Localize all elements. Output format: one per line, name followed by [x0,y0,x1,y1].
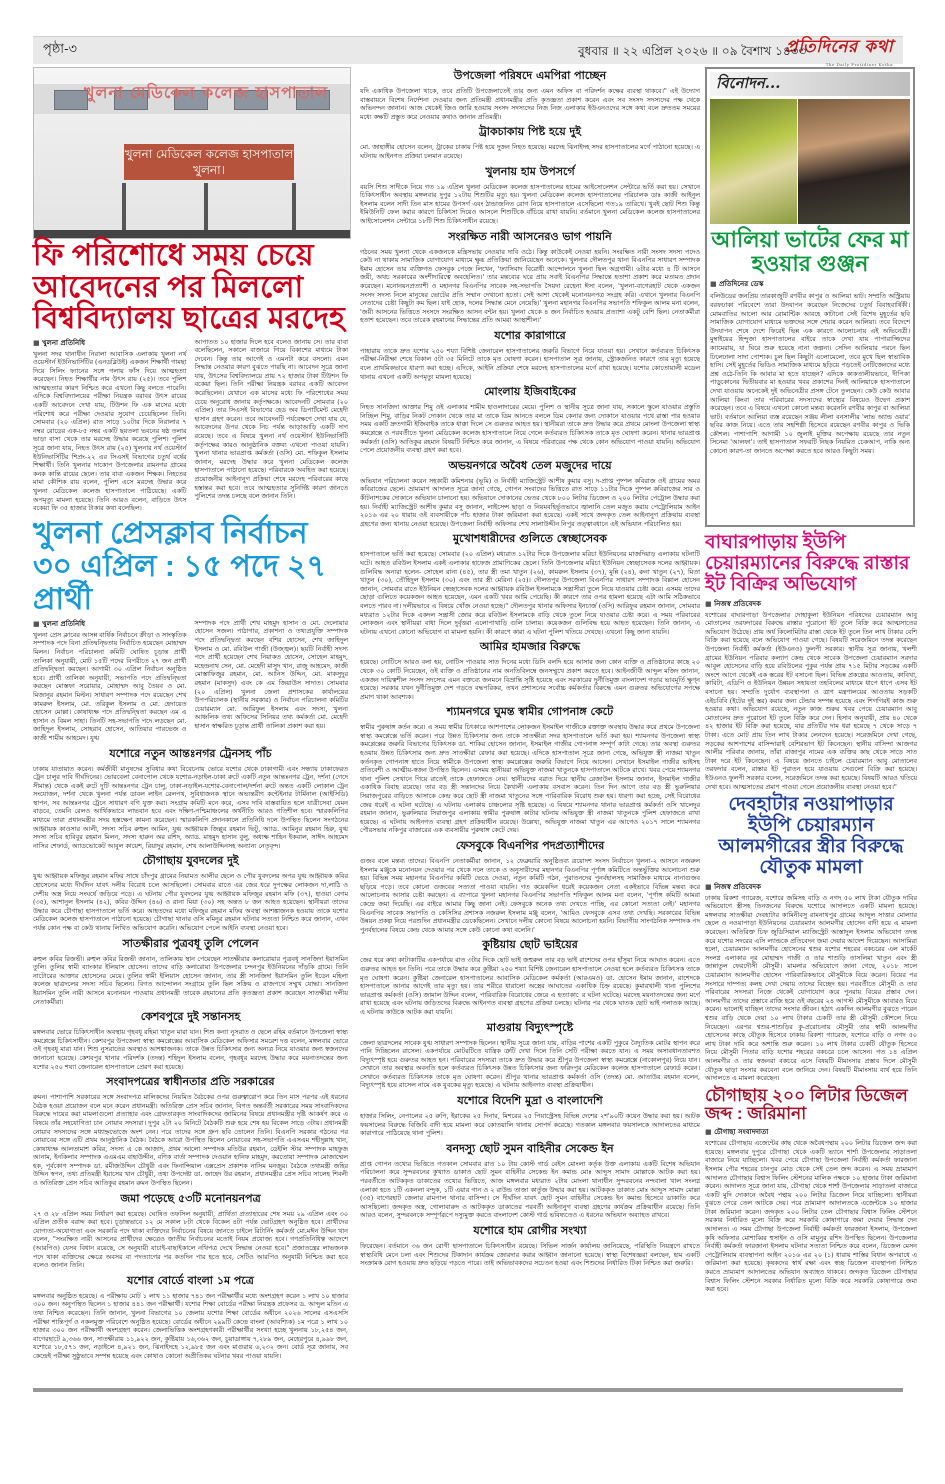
entertainment-box [705,67,915,527]
news-brief [360,936,700,1016]
news-brief [360,703,700,835]
brief-body: মো. জাহাঙ্গীর হোসেন বলেন, ট্রাকের চাকায় পিষ্ট হয়ে দুজন নিহত হয়েছে। মরদেহ ঝিনাইদহ সদর হাসপাতালের মর্গে পাঠানো হয়েছে। এ ঘটনায় আইনগত প্রক্রিয়া চলমান রয়েছে। [360,143,700,160]
masthead-logo: প্রতিদিনের কথা The Daily Protidiner Kotha [784,37,893,67]
lead-article [33,335,348,513]
brief-body: যুগ্ম আহ্বায়ক মফিজুর রহমান মফির সাথে চাঁদপুর গ্রামের নিয়ামত আলীর ছেলে ও পৌর যুবদলের অপর যুগ্ম আহ্বায়ক কবির হোসেনের মধ্যে দীর্ঘদিন যাবৎ দলীয় বিরোধ চলে আসছিলো। সোমবার রাতে এর জের ধরে দুপক্ষের লোকজন দা,লাঠি ও দেশীয় অস্ত্র নিয়ে সংঘর্ষে জড়িয়ে পড়ে। এ ঘটনায় পৌর যুবদলের যুগ্ম আহ্বায়ক মফিজুর রহমান মফি (৩৭), হাওয়া বেগম (৩৫), আশানুল ইসলাম (৪২), কবির উদ্দিন (৪৬) ও রানা মিয়া (৩০) সহ অন্তত ৮ জন আহত হয়েছেন। স্থানীয়রা তাদের উদ্ধার করে চৌগাছা হাসপাতালে ভর্তি করে। আহতদের মধ্যে মফিজুর রহমান মফির অবস্থা আশঙ্কাজনক হওয়ায় তাকে যশোর মেডিকেল কলেজ হাসপাতালে পাঠানো হয়েছে। চৌগাছা থানার ওসি মমিনুর রহমান ঘটনার সত্যতা নিশ্চিত করে জানান, এখন পর্যন্ত কোন পক্ষ বা কেউ থানায় লিখিত অভিযোগ করেনি। অভিযোগ পেলে আইনি ব্যবস্থা নেওয়া হবে। [33,872,348,932]
pressclub-body-right: সম্পাদক পদে প্রার্থী শেখ মাহমুদ হাসান ও মো. দেলোয়ার হোসেন সজল। পাঠাগার, প্রকাশনা ও তথ্যপ্রযুক্তি সম্পাদক পদে প্রতিদ্বন্দ্বিতা করছেন বশির হোসেন, শেখ জাহিদুল ইসলাম ও মো. রবিউল গাজী (উজ্জ্বল)। ছয়টি নির্বাহী সদস্য পদে প্রার্থী হয়েছেন শেখ নিয়াকত হোসেন, সোহেল মাহমুদ, মহেন্দ্রনাথ সেন, মো. মেহেদী মাসুদ খান, রাজু আহমেদ, কাজী মোস্তাফিজুর রহমান, মো. আনিস উদ্দিন, মো. মাকসুদুর রহমান (মাকসুদ) এবং কে এম জিয়াউস সাদাত। সোমবার (২০ এপ্রিল) খুলনা জেলা প্রশাসকের কার্যালয়ের উপপরিচালক (স্থানীয় সরকার) ও নির্বাচন পরিচালনা কমিটির চেয়ারম্যান মো. আরিফুল ইসলাম এবং সদস্য, খুলনা আঞ্চলিক তথ্য অফিসের সিনিয়র তথ্য কর্মকর্তা মো. মেহেদী হাসান স্বাক্ষরিত চূড়ান্ত প্রার্থী তালিকা প্রকাশ করা হয়। [194,618,348,730]
pressclub-body-left: খুলনা প্রেস ক্লাবের আসন্ন বার্ষিক নির্বাচনে ক্রীড়া ও সাংস্কৃতিক সম্পাদক পদে বিনা প্রতিদ্বন্দ্বিতায় নির্বাচিত হয়েছেন মোহাম্মদ মিলন। নির্বাচন পরিচালনা কমিটি ঘোষিত চূড়ান্ত প্রার্থী তালিকা অনুযায়ী, মোট ১৫টি পদের বিপরীতে ২৭ জন প্রার্থী প্রতিদ্বন্দ্বিতা করছেন। আগামী ৩০ এপ্রিল নির্বাচন অনুষ্ঠিত হবে। প্রার্থী তালিকা অনুযায়ী, সভাপতি পদে প্রতিদ্বন্দ্বিতা করছেন মোস্তফা সরোয়ার, মোহাম্মদ আবু তৈয়ব ও মো. মিজানুর রহমান মিল্টন। সাধারণ সম্পাদক পদে রয়েছেন শেখ কামরুল ইসলাম, মো. তরিকুল ইসলাম ও মো. হেদায়েত হোসেন মোল্লা। কোষাধ্যক্ষ পদে প্রতিদ্বন্দ্বিতা করছেন এম এ হাসান ও বিমল সাহা। তিনটি সহ-সভাপতি পদে লড়ছেন মো. জাহিদুল ইসলাম, সোহরাব হোসেন, আতিয়ার পারভেজ ও কাজী শামীম আহমেদ। যুগ্ম [33,630,187,742]
brief-headline: সংরক্ষিত নারী আসনেরও ভাগ পায়নি [448,229,612,243]
news-brief [360,67,700,121]
lead-body-right: আপাতত ১০ হাজার দিলে হবে বলেও জানায় সে। তার বাবা বলেছিলেন, সকালে বাজারে গিয়ে বিকাশের মাধ্যমে টাকা দেবেন। কিন্তু তার আগেই ও এমনটা করে বসলো। এমন সিদ্ধান্ত নেওয়ার কারণ বুঝতে পারছি না। আবেদন সূত্রে জানা যায়, উৎসের বিশ্ববিদ্যালয়ে প্রায় ৭২ হাজার টাকা টিউশন ফি বকেয়া ছিল। তিনি পরীক্ষা নিয়ন্ত্রক বরাবর একটি আবেদন করেছিলেন। যেখানে এক মাসের মধ্যে ফি পরিশোধের সময় চেয়ে অনুরোধ জানায় কর্তৃপক্ষকে। আবেদনটি সোমবার (২০ এপ্রিল) তার সিএসই বিভাগের হেড অব ডিপার্টমেন্ট মেহেদী হাসান গ্রহণ করেন। তবে আবেদনটি পর্যবেক্ষণে দেখা যায় যে, আবেদনের উপর থেকে নিচ পর্যন্ত আড়াআড়ি একটি দাগ রয়েছে। তবে এ বিষয়ে খুলনা নর্থ ওয়েস্টার্ন ইউনিভার্সিটি কর্তৃপক্ষের কারও আনুষ্ঠানিক বক্তব্য এখনো পাওয়া যায়নি। খুলনা থানার ভারপ্রাপ্ত কর্মকর্তা (ওসি) মো. শফিকুল ইসলাম জানান, মরদেহ উদ্ধার করে খুলনা মেডিকেল কলেজ হাসপাতালে পাঠানো হয়েছে। পরিবারকে অবহিত করা হয়েছে। প্রয়োজনীয় আইনানুগ প্রক্রিয়া শেষে মরদেহ পরিবারের কাছে হস্তান্তর করা হবে। তবে আত্মহত্যার সুনির্দিষ্ট কারণ জানতে পুলিশের তদন্ত চলছে বলে জানান তিনি। [194,337,348,501]
news-brief [360,530,700,636]
news-brief [360,1019,700,1091]
chougachha-headline: চৌগাছায় ২০০ লিটার ডিজেল জব্দ : জরিমানা [705,1085,908,1124]
brief-headline: শ্যামনগরে ঘুমন্ত স্বামীর গোপনাঙ্গ কেটে [446,705,614,719]
news-brief [360,837,700,934]
news-brief [360,327,700,381]
lead-headline: ফি পরিশোধে সময় চেয়ে আবেদনের পর মিললো বিশ্ববিদ্যালয় ছাত্রের মরদেহ [33,239,345,335]
brief-headline: আমির হামজার বিরুদ্ধে [479,640,581,654]
brief-body: নিহত সানজিদা আক্তার শিমু ওই এলাকার শামীম হাওলাদারের মেয়ে। পুলিশ ও স্থানীয় সূত্রে জানা যায়, সকালে স্কুলে যাওয়ার প্রস্তুতি নিচ্ছিল শিমু, বাড়ির নিকট দোকান থেকে তার মা তাকে ডিম আনতে বললে ডিম কেনার জন্য দোকানে যাওয়ার পথে রাস্তা পার হওয়ার সময় একটি দ্রুতগামী ইজিবাইক তাকে ধাক্কা দিলে সে গুরুতর আহত হয়। স্থানীয়রা তাকে দ্রুত উদ্ধার করে প্রথমে মোংলা উপজেলা স্বাস্থ্য কমপ্লেক্সে ও পরবর্তীতে খুলনা মেডিকেল কলেজ হাসপাতালে নিয়ে গেলে কর্তব্যরত চিকিৎসক তাকে মৃত ঘোষণা করেন। থানার ভারপ্রাপ্ত কর্মকর্তা (ওসি) আতিকুর রহমান বিষয়টি নিশ্চিত করে জানান, এ বিষয়ে পরিবারের পক্ষ থেকে কোন অভিযোগ পাওয়া যায়নি। অভিযোগ পেলে প্রয়োজনীয় ব্যবস্থা গ্রহণ করা হবে। [360,403,700,455]
brief-headline: বনদস্যু ছোট সুমন বাহিনীর সেকেন্ড ইন [446,1141,614,1155]
brief-body: গুজব বলে মন্তব্য তাদের। বিএনপি নেতাকর্মীরা জানান, ১২ ফেব্রুয়ারি অনুষ্ঠিতব্য ত্রয়োদশ সংসদ নির্বাচনে খুলনা-২ আসনে নজরুল ইসলাম মঞ্জুকে মনোনয়ন দেওয়ার পর থেকে দলে তাকে ও অনুসারীদের মহানগর বিএনপির পূর্ণাঙ্গ কমিটিতে অন্তর্ভুক্তির আলোচনা শুরু হয়। বিভিন্ন সময় মহানগর বিএনপির কমিটি ভেঙে দেওয়া, নতুন কমিটি গঠন, পুরাতনদের পুনর্বহালসহ সামাজিক মাধ্যমে নানাগুজব ছড়িয়ে পড়ে। তবে কোনো গুজবের সত্যতা পাওয়া যায়নি। গত কয়েকদিন ধরেই কয়েকজন নেতা একইভাবে বিভিন্ন মন্তব্য করে আলোচনায় আসার চেষ্টা করছেন। এ ব্যাপারে খুলনা মহানগর বিএনপির সভাপতি শফিকুল আলম মনা বলেন, 'পূর্ণাঙ্গ কমিটি আমরা কেন্দ্রে জমা দিয়েছি। এর বাইরে আমার কিছু জানা নেই। ফেসবুকে অনেক তথ্য দেখতে পাচ্ছি, এর কোনো সত্যতা নেই।' মহানগর বিএনপির সাবেক সভাপতি ও কেসিসির প্রশাসক নজরুল ইসলাম মঞ্জু বলেন, 'আমিও ফেসবুকে এসব তথ্য দেখছি। সরকারের বিভিন্ন উন্নয়ন প্রকল্প নিয়ে পরশুদিন প্রধানমন্ত্রীর ডেকেছিলেন। সেখানে দলীয় কোনো বিষয়ে আলোচনা হয়নি। বিভাগীয় সাংগঠনিক সম্পাদক পদ পুনর্বহালের বিষয়ে কেন্দ্র থেকে আমার সঙ্গে কেউ কোনো কথা বলেনি।' [360,857,700,934]
entertainment-headline: আলিয়া ভাটের ফের মা হওয়ার গুঞ্জন [711,227,909,277]
brief-headline: জমা পড়েছে ৫৩টি মনোনয়নপত্র [120,1191,261,1205]
chougachha-byline: ■ চৌগাছা সংবাদদাতা [705,1126,917,1138]
brief-body: যদি একাধিক উপজেলা থাকে, তবে প্রতিটি উপজেলাতেই তার জন্য এমন অফিস বা পরিদর্শন কক্ষের ব্যবস্থা থাকবে।" এই উদ্যোগ বাস্তবায়নে বিশেষ নির্দেশনা দেওয়ার জন্য প্রতিমন্ত্রী প্রধানমন্ত্রীর প্রতি কৃতজ্ঞতা প্রকাশ করেন এবং সব সংসদ সদস্যদের পক্ষ থেকে অভিনন্দন জানান। আজ থেকেই জিও জারি হওয়ায় সংসদ সদস্যদের নিজ নিজ এলাকার ইউএনওদের সঙ্গে কথা বলে দ্রুততম সময়ের মধ্যে কক্ষটি প্রস্তুত করে নেওয়ার কথাও জানান প্রতিমন্ত্রী। [360,87,700,121]
brief-body: প্রাপ্ত গোপন তথ্যের ভিত্তিতে গতকাল সোমবার রাত ১০ টায় কোস্ট গার্ড বেইস মোংলা কর্তৃক উক্ত এলাকায় একটি বিশেষ অভিযান পরিচালনা করে সুন্দরবনের কুখ্যাত ডাকাত ছোট সুমন বাহিনীর সেকেন্ড ইন কমান্ড মোঃ আব্দুস সামাদ মোল্লাকে আটক করা হয়। পরবর্তীতে আটককৃত ডাকাতের তথ্যের ভিত্তিতে, আজ মঙ্গলবার মধ্যরাত ২টায় মোংলা থানাধীন সুন্দরবনের নন্দবালা খাল সংলগ্ন এলাকা হতে ১টি একনলা বন্দুক, ১টি এয়ার গান ও ২ রাউন্ড তাজা কার্তুজ উদ্ধার করা হয়। আটককৃত ডাকাত মোঃ আব্দুস সামাদ মোল্লা (৩৫) বাগেরহাট জেলার রামপাল থানার বাসিন্দা। সে দীর্ঘদিন যাবৎ ছোট সুমন বাহিনীর সেকেন্ড ইন কমান্ড হিসেবে ডাকাতি করে আসছিলো। জব্দকৃত অস্ত্র, গোলাবারুদ ও আটককৃত ডাকাতের পরবর্তী আইনানুগ ব্যবস্থা গ্রহণের কার্যক্রম প্রক্রিয়াধীন রয়েছে। তিনি আরও বলেন, সুন্দরবনকে সম্পূর্ণরূপে দস্যুমুক্ত করতে বাংলাদেশ কোস্ট গার্ড ভবিষ্যতেও এ ধরনের অভিযান অব্যাহত রাখবে। [360,1159,700,1220]
brief-body: রুমন। পাশাপাশি সরকারের সঙ্গে সংবাদপত্র মালিকদের নিয়মিত বৈঠকের ওপর গুরুত্বারোপ করে তিন মাস পরপর এই ধরনের বৈঠক হওয়া প্রয়োজন বলে মনে করেন প্রধানমন্ত্রী। অতিরিক্ত প্রেস সচিব জানান, বিগত অন্তর্বর্তী সরকারের সময় সাংবাদিকদের বিরুদ্ধে দায়ের করা মামলাগুলো প্রত্যাহার এবং গ্রেফতারকৃত সাংবাদিকদের জামিনের বিষয়ে প্রধানমন্ত্রীর দৃষ্টি আকর্ষণ করে এ বিষয়ে তাঁর সহযোগিতা চান নোয়াব সদস্যরা। দুপুর ২টা ২০ মিনিটে বৈঠকটি শুরু হয়ে শেষ হয় বিকেল সাড়ে ৩টায়। প্রধানমন্ত্রী নোয়াব সদস্যদের সঙ্গে মধ্যাহ্নভোজে অংশ নেন। পরে তাদের সঙ্গে গ্রুপ ছবি তোলেন তিনি। বিএনপি সরকার গঠনের পর নোয়াবের সঙ্গে এটি প্রথম আনুষ্ঠানিক বৈঠক। বৈঠকে আরো উপস্থিত ছিলেন নোয়াবের সহ-সভাপতি এএসএম শহীদুল্লাহ খান, কোষাধ্যক্ষ আলতামাশ কবির, সদস্য এ কে আজাদ, প্রথম আলো সম্পাদক মতিউর রহমান, ডেইলি স্টার সম্পাদক মাহফুজ আনাম, ইনকিলাব সম্পাদক এএমএম বাহাউদ্দীন, বণিক বার্তা সম্পাদক দেওয়ান হানিফ মাহমুদ, করতোয়া সম্পাদক মোজাম্মেল হক, পূর্বকোণ সম্পাদক ডা. রমীজউদ্দিন চৌধুরী এবং ফিনান্সিয়াল এক্সপ্রেস প্রকাশক নাসিম মনজুর। বৈঠকে তথ্যমন্ত্রী জহির উদ্দিন স্বপন, তথ্য প্রতিমন্ত্রী ইয়াসের খান চৌধুরী, তথ্য উপদেষ্টা ডা. জাহেদ উর রহমান, প্রধানমন্ত্রীর প্রেস সচিব সালেহ শিবলী ও অতিরিক্ত প্রেস সচিব আতিকুর রহমান রুমন উপস্থিত ছিলেন। [33,1093,348,1188]
brief-headline: যশোর বোর্ডে বাংলা ১ম পত্রে [127,1273,254,1287]
bagharpara-body: যশোরের বাঘারপাড়া উপজেলার দোহাকুলা ইউনিয়ন পরিষদের চেয়ারম্যান আবু মোতালেব তরফদারের বিরুদ্ধে রাস্তার পুরোনো ইট তুলে বিক্রি করে আত্মসাতের অভিযোগ উঠেছে। প্রায় অর্ধ কিলোমিটার রাস্তা থেকে ইট তুলে তিন লাখ টাকার বেশি বিক্রি করা হয়েছে বলে অভিযোগ পাওয়া গেছে। বিষয়টি সরেজমিনে তদন্ত করেছেন উপজেলা নির্বাহী কর্মকর্তা (ইউএনও) ফুলপী সরকার। স্থানীয় সূত্র জানায়, খলশী গ্রামের ইউনিয়ন পরিবার কল্যাণ কেন্দ্র থেকে সাবেক উপজেলা চেয়ারম্যান সরদার আবুল হোসেনের বাড়ি হয়ে রবিউলের পুকুর পর্যন্ত প্রায় ৭১৫ মিটার সড়কের একটি অংশে আগে থেকেই এক স্তরের ইট বসানো ছিল। বিভিন্ন প্রকল্পের আওতায়, কাবিখা, কাবিটা, এডিপি ও ইউনিয়ন উন্নয়ন সহায়তা তহবিলের মাধ্যমে ধাপে ধাপে এসব ইট বসানো হয়। সম্প্রতি দুর্যোগ ব্যবস্থাপনা ও ত্রাণ মন্ত্রণালয়ের আওতায় সড়কটি এইচবিবি (ইটের দুই স্তর) করার জন্য টেন্ডার সম্পন্ন হয়েছে এবং শিগগিরই কাজ শুরু হওয়ার কথা। অভিযোগ রয়েছে, নতুন কাজ শুরুর খবর পেয়ে চেয়ারম্যান আবু মোতালেব দ্রুত পুরোনো ইট তুলে বিক্রি করে দেন। হিসাব অনুযায়ী, প্রায় ৪০ থেকে ৪২ হাজার ইট বিক্রি করা হয়েছে, যার প্রতিটির দাম ধরা হয়েছে ৭ থেকে সাড়ে ৭ টাকা। এতে মোট প্রায় তিন লাখ টাকার লেনদেন হয়েছে। সরেজমিনে দেখা গেছে, সড়কের আশপাশের বাসিন্দারাই বেশিরভাগ ইট কিনেছেন। স্থানীয় বাসিন্দা আজগর আলীর পরিবার জানায়, তাঁরা রাজাপুর নামের এক ব্যক্তির কাছ থেকে সাড়ে সাত টাকা দরে ইট কিনেছেন। এ বিষয়ে জানতে চাইলে চেয়ারম্যান আবু মোতালেব তরফদার বলেন, রাস্তার ইট পুরাতন হয়ে যাওয়ায় সেগুলো বিক্রি করা হয়েছে। ইউএনও ফুলপী সরকার বলেন, সরেজমিনে তদন্ত করা হয়েছে। বিষয়টি আরও খতিয়ে দেখা হবে। আত্মসাতের প্রমাণ পাওয়া গেলে প্রয়োজনীয় ব্যবস্থা নেওয়া হবে।" [705,610,917,791]
brief-headline: মোংলায় ইজিবাইকের [483,385,577,399]
news-brief [33,852,348,932]
chougachha-body: যশোরের চৌগাছায় এজেন্টের কাছ থেকে অবৈধপন্থায় ২০০ লিটার ডিজেল জব্দ করা হয়েছে। মঙ্গলবার দুপুরে চৌগাছা থেকে একটি ভ্যানে শার্শা উপজেলার সাড়াতলা বাজারে নিয়ে যাচ্ছিলো। খবর পেয়ে চৌগাছা উপজেলা নির্বাহী কর্মকর্তা ফারজানা ইসলাম পৌর শহরের চানপুর মোড় থেকে সেই তেল জব্দ করেন। এ সময় ভ্রাম্যমাণ আদালত চৌগাছার বিশ্বাস ফিলিং স্টেশনের মালিক পক্ষকে ১০ হাজার টাকা জরিমানা করেন। আদালত সূত্রে জানা যায়, চৌগাছা থেকে শার্শা উপজেলার সাড়াতলা বাজারে একটি মুদি দোকানে অবৈধ পন্থায় ২০০ লিটার ডিজেল নিয়ে যাচ্ছিলো। স্থানীয়রা বুঝতে পেরে তেল আটকে দেয়। পরে ভ্রাম্যমাণ আদালতকে এজেন্টকে ১০ হাজার টাকা জরিমানা করেন। জব্দকৃত ২০০ লিটার তেল চৌগাছার বিশ্বাস ফিলিং স্টেশনে সরকার নির্ধারিত মূল্যে বিক্রি করে সরকারি কোষাগারে জমা দেয়ার সিদ্ধান্ত দেন আদালত। এ সময় চৌগাছা উপজেলা নির্বাহী কর্মকর্তা ফারজানা ইসলাম, উপজেলা কৃষি অফিসার মোশাব্বির হুসাইন ও ওসি মামুনুর রশিদ উপস্থিত ছিলেন। উপজেলার নির্বাহী কর্মকর্তা ফারজানা ইসলাম ঘটনার সত্যতা নিশ্চিত করে বলেন, ডিজেল মেসন পেট্রোলিয়াম ব্যবস্থাপনা আইন ২০১৬ এর ২০ (১) ধারায় শাস্তির বিধান অপরাধে এ জরিমানা করা হয়েছে। কৃষকদের স্বার্থ রক্ষা এবং স্বচ্ছ ডিজেল ব্যবস্থাপনা নিশ্চিত করতে ভ্রাম্যমাণ আদালতের অভিযান অব্যাহত থাকবে। জব্দকৃত ডিজেল চৌগাছার বিশ্বাস ফিলিং স্টেশনে সরকার নির্ধারিত মূল্যে বিক্রি করে সরকারি কোষাগারে জমা করা হবে। [705,1139,917,1294]
brief-body: গঠনের সময় খুলনা থেকে একজনকে মন্ত্রিসভায় নেওয়ার দাবি ওঠে। কিন্তু কাউকেই নেওয়া হয়নি। সংরক্ষিত নারী সংসদ সদস্য পদেও কেউ না থাকায় সামাজিক যোগাযোগ মাধ্যমে ক্ষুব্ধ প্রতিক্রিয়া জানিয়েছেন অনেকে। খুলনার দৌলতপুর থানা বিএনপির সাধারণ সম্পাদক ইমাম হোসেন তার ব্যক্তিগত ফেসবুক পেজে লিখেন, 'ফ্যাসিবাদ বিরোধী আন্দোলনে খুলনা ছিল অগ্রগামী। ৬টার মধ্যে ৪ টি আসনে জয়ী, অথচ সরকারের অংশীদারিত্বে অবহেলিত।' তার মন্তব্যের ঘরে প্রায় সবাই বিএনপির সিদ্ধান্তে হতাশা প্রকাশ করে মতামত প্রদান করেছেন। মনোনয়নপ্রত্যাশী ও মহানগর বিএনপির সাবেক সহ-সভাপতি সৈয়দা রেহেনা ঈসা বলেন, 'খুলনা-বাগেরহাট থেকে একজন সংসদ সদস্য নিলে মানুষের ভোটের প্রতি সম্মান দেখানো হতো। সেই আশা থেকেই মনোনয়নপত্র সংগ্রহ করি। এখানে খুলনার বিএনপি নেতাদের চেষ্টা কিছুটা কম ছিল। যাই হোক, দলের সিদ্ধান্ত মেনে নেয়েছি।' খুলনা মহানগর বিএনপির সভাপতি শফিকুল আলম মনা বলেন, 'জয়ী আসনের ভিত্তিতে সংসদে সংরক্ষিত আসন বন্টন হয়। খুলনা থেকে ৪ জন নির্বাচিত হওয়ায় প্রত্যাশা একটু বেশি ছিল। নেতাকর্মীরা হতাশ হয়েছেন। তবে তারেক রহমানের সিদ্ধান্তের প্রতি আমরা আস্থাশীল।' [360,247,700,325]
news-brief [360,1092,700,1138]
brief-headline: ট্রাকচাকায় পিষ্ট হয়ে দুই [478,125,582,139]
entertainment-section-label: বিনোদন... [710,72,910,96]
brief-headline: যশোরে বিদেশি মুদ্রা ও বাংলাদেশি [457,1094,603,1108]
brief-headline: খুলনায় হাম উপসর্গে [485,164,575,178]
brief-headline: সাতক্ষীরার পুত্রবধূ তুলি পেলেন [122,936,259,950]
brief-headline: যশোর কারাগারে [494,328,566,342]
brief-body: জেলা ছাত্রদলের সাবেক যুগ্ম সাধারণ সম্পাদক ছিলেন। স্থানীয় সূত্রে জানা যায়, বাড়ির পাশের একটি পুকুরে বৈদ্যুতিক মোটর স্থাপন করে পানি দিচ্ছিলেন রাসেল। একপর্যায়ে মোটরটিতে যান্ত্রিক ত্রুটি দেখা দিলে তিনি সেটি পরীক্ষা করতে যান। এ সময় অসাবধানতাবশত বিদ্যুৎস্পৃষ্ট হয়ে গুরুতর আহত হন। পরিবারের সদস্যরা তাকে দ্রুত উদ্ধার করে শ্রীপুর উপজেলা স্বাস্থ্য কমপ্লেক্সে (নাকোলপুর) নিয়ে যান। সেখানে তার অবস্থার অবনতি হলে কর্তব্যরত চিকিৎসক উন্নত চিকিৎসার জন্য ফরিদপুর মেডিকেল কলেজ হাসপাতালে রেফার্ড করেন। সেখানে কর্তব্যরত চিকিৎসক তাকে মৃত ঘোষণা করেন। শ্রীপুর থানার ভারপ্রাপ্ত কর্মকর্তা ওসি (তদন্ত) মো. আতাউর রহমান বলেন, বিদ্যুৎস্পৃষ্ট হয়ে রাসেল নামে এক যুবকের মৃত্যু হয়েছে। এ ঘটনায় আইনগত ব্যবস্থা প্রক্রিয়াধীন। [360,1038,700,1090]
brief-body: স্বামীর পুরুষাঙ্গ কর্তন করে। এ সময় স্বামীর চিৎকারে আশপাশের লোকজন ইসমাইল গাজীকে রক্তাক্ত অবস্থায় উদ্ধার করে প্রথমে উপজেলা স্বাস্থ্য কমপ্লেক্সে ভর্তি করেন। পরে উন্নত চিকিৎসার জন্য তাকে সাতক্ষীরা সদর হাসপাতালে ভর্তি করা হয়। শ্যামনগর উপজেলা স্বাস্থ্য কমপ্লেক্সের জরুরি বিভাগের চিকিৎসক ডা. শাকির হোসেন জানান, ইসমাইল গাজীর গোপনাঙ্গ সম্পূর্ণ কাটা গেছে। তার অবস্থা গুরুতর হওয়ায় উন্নত চিকিৎসার জন্য দ্রুত সাতক্ষীরা রেফার করা হয়েছে। এদিকে হাসপাতাল সূত্রে জানা গেছে, অভিযুক্ত স্ত্রী নাজমা খাতুন কর্তনকৃত গোপনাঙ্গ হাতে নিয়ে স্বামীকে উপজেলা স্বাস্থ্য কমপ্লেক্সের জরুরি বিভাগে নিয়ে আসেন। সেখানে ইসমাইল গাজীর ভাইসহ প্রতিবেশী ও আত্মীয়-স্বজন উপস্থিত ছিলেন। এসময় স্থানীয়রা অভিযুক্ত নাজমা খাতুনকে হাসপাতালে আটকে রাখে। খবর পেয়ে শ্যামনগর থানা পুলিশ সেখানে গিয়ে রাতেই তাকে হেফাজতে নেয়। স্থানীয়দের বরাত দিয়ে স্থানীয় রেজাউল ইসলাম জানান, ইসমাইল গাজীর একাধিক বিবাহ রয়েছে। তার বড় স্ত্রী সন্তানদের নিয়ে কৈখালী এলাকায় বসবাস করেন। তিন দিন আগে তার বড় স্ত্রী ভুরুলিয়ার সিরাজপুরের বাড়িতে আসাকে কেন্দ্র করে ছোট স্ত্রী নাজমা খাতুনের সঙ্গে পারিবারিক বিরোধ শুরু হয়। ধারণা করা হচ্ছে, সেই বিরোধের জের ধরেই এ ঘটনা ঘটেছে। এ ঘটনায় এলাকায় চাঞ্চল্যের সৃষ্টি হয়েছে। এ বিষয়ে শ্যামনগর থানার ভারপ্রাপ্ত কর্মকর্তা ওসি খালেদুর রহমান জানান, ভুরুলিয়ার সিরাজপুর এলাকায় স্বামীর পুরুষাঙ্গ কাটার ঘটনায় অভিযুক্ত স্ত্রী নাজমা খাতুনকে পুলিশ হেফাজতে রাখা হয়েছে। এ ঘটনায় আইনগত ব্যবস্থা গ্রহণ প্রক্রিয়াধীন রয়েছে। উল্লেখ্য, অভিযুক্ত নাজমা খাতুন এর আগেও ২০১৭ সালে শ্যামনগর পৌরসভার নকিপুর বাজারের এক ব্যবসায়ীর পুরুষাঙ্গ কেটে দেয়। [360,723,700,835]
news-brief [360,383,700,455]
brief-headline: সংবাদপত্রের স্বাধীনতার প্রতি সরকারের [106,1075,275,1089]
brief-headline: যশোরে হাম রোগীর সংখ্যা [473,1224,587,1237]
pressclub-headline: খুলনা প্রেসক্লাব নির্বাচন ৩০ এপ্রিল : ১৫ পদে ২৭ প্রার্থী [33,516,326,616]
bagharpara-byline: ■ নিজস্ব প্রতিবেদক [705,598,917,610]
brief-body: ঢাকায় যাতায়াত করেন। কর্মজীবী মানুষদের সুবিধার কথা বিবেচনায় ভোরে যশোর থেকে ঢাকাগামী এবং সন্ধ্যায় ঢাকাফেরত ট্রেন চালুর দাবি দীর্ঘদিনের। ভোরবেলা বেনাপোল থেকে যশোর-নড়াইল-ঢাকা রুটে একটি নতুন আন্তঃনগর ট্রেন, দর্শনা (গেদে সীমান্ত) থেকে একই রুটে দুটি আন্তঃনগর ট্রেন চালু, ঢাকা-নড়াইল-যশোর-বেনাপোল/দর্শনা রুটে অন্তত একটি লোকাল ট্রেন সংযোজন, দর্শনা থেকে খুলনা পর্যন্ত ডাবল লাইন রেলপথ, সুবিধাজনক স্থানে অভ্যন্তরীণ কন্টেইনার টার্মিনাল (আইসিডি) স্থাপন, সব আন্তঃনগর ট্রেনে সাধারণ বগি যুক্ত করা। সংগ্রাম কমিটি মনে করে, এসব দাবি বাস্তবায়িত হলে যাত্রীসেবা যেমন বাড়বে, তেমনি রেলও আর্থিকভাবে লাভবান হবে এবং দক্ষিণ-পশ্চিমাঞ্চলের অর্থনীতি আরও গতিশীল হবে। স্মারকলিপির মাধ্যমে তারা প্রধানমন্ত্রীর সদয় হস্তক্ষেপ কামনা করেছেন। স্মারকলিপি প্রদানকালে প্রতিনিধি দলে উপস্থিত ছিলেন সংগঠনের আহ্বায়ক কাওসার আলী, সদস্য সচিব রুহুল আমিন, যুগ্ম আহ্বায়ক জিল্লুর রহমান ভিটু, অ্যাড. আমিনুর রহমান হিরু, যুগ্ম সদস্য সচিব হাবিবুর রহমান মিলন, সদস্য হারুন অর রশিদ, অ্যাড. মাহমুদ হাসান বুলু, অধ্যক্ষ শাহিন ইকবাল, সাঈদ আহমেদ নাসির শেফার্ড, অ্যাডভোকেট আবুল কায়েশ, রিয়াদুর রহমান, শেখ আলাউদ্দিনসহ অন্যান্য নেতৃবৃন্দ। [33,764,348,850]
bagharpara-headline: বাঘারপাড়ায় ইউপি চেয়ারম্যানের বিরুদ্ধে রাস্তার ইট বিক্রির অভিযোগ [705,532,910,595]
brief-headline: অভয়নগরে অবৈধ তেল মজুদের দায়ে [448,458,612,472]
brief-body: মঙ্গলবার অনুষ্ঠিত হয়েছে। এ পরীক্ষায় মোট ১ লাখ ১১ হাজার ৭৪১ জন পরীক্ষার্থীর মধ্যে অংশগ্রহণ করেন ১ লাখ ১০ হাজার ৩০০ জন। অনুপস্থিত ছিলেন ১ হাজার ৪৪১ জন পরীক্ষার্থী। যশোর শিক্ষা বোর্ডের পরীক্ষা নিয়ন্ত্রক প্রফেসর ড. আব্দুল মতিন এ তথ্য নিশ্চিত করেছেন। তিনি জানান, খুলনা বিভাগের ১০ জেলায় যশোর শিক্ষা বোর্ডের অধীনে ২০২৬ সালের এসএসসি পরীক্ষা শান্তিপূর্ণ ও নকলমুক্ত পরিবেশে অনুষ্ঠিত হয়েছে। বোর্ডের অধীনে ২৯৯টি কেন্দ্রে বাংলা (আবশ্যিক) ১ম পত্রে ১ লাখ ১০ হাজার ৩০০ জন পরীক্ষার্থী অংশগ্রহণ করেন। জেলাভিত্তিক অংশগ্রহণকারী পরীক্ষার্থীর সংখ্যা হচ্ছে খুলনায় ১৮,২৫৪ জন, বাগেরহাটে ৯,৩৬৬ জন, সাতক্ষীরায় ১১,৯২২ জন, কুষ্টিয়ায় ১৬,৩৬২ জন, চুয়াডাঙ্গায় ৭,২৮৯ জন, মেহেরপুরে ৪,৯৯৮ জন, যশোরে ১৮,৫৭১ জন, নড়াইলে ৪,৯২১ জন, ঝিনাইদহে ১২,৯৮৫ জন এবং মাগুরায় ৬,২৩২ জন। বোর্ড সূত্র জানায়, সব কেন্দ্রেই পরীক্ষা সুষ্ঠুভাবে সম্পন্ন হয়েছে এবং কোথাও কোনো অপ্রীতিকর ঘটনার খবর পাওয়া যায়নি। [33,1291,348,1360]
column-middle [360,65,700,1268]
middle-briefs [360,67,700,1268]
brief-headline: ফেসবুকে বিএনপির পদপ্রত্যাশীদের [455,839,605,852]
brief-body: অভিযান পরিচালনা করেন সহকারী কমিশনার (ভূমি) ও নির্বাহী ম্যাজিস্ট্রেট আশীষ কুমার বসু। দ-প্রাপ্ত পুষ্পল কবিরাজ ওই গ্রামের অমর কবিরাজের ছেলে। ভ্রাম্যমাণ আদালত সূত্রে জানা গেছে, গোপন সংবাদের ভিত্তিতে রাত সাড়ে ১১টার দিকে পুষ্পল কবিরাজের সার ও কীটনাশকের দোকানে অভিযান চালানো হয়। অভিযানে দোকানের ভেতর থেকে ৮০০ লিটার ডিজেল ও ২০০ লিটার পেট্রোল উদ্ধার করা হয়। নির্বাহী ম্যাজিস্ট্রেট আশীষ কুমার বসু জানান, লাইসেন্স ছাড়া ও নিয়মবহির্ভূতভাবে জ্বালানি তেল মজুত করায় পেট্রোলিয়াম আইন ২০১৬ এর ২০ ধারায় ওই ব্যবসায়ীকে পাঁচ হাজার টাকা জরিমানা করা হয়েছে। একই সাথে জব্দকৃত তেল আইনানুগ প্রক্রিয়ায় ব্যবস্থা গ্রহণের জন্য থানায় নেওয়া হয়েছে। উপজেলা নির্বাহী অফিসার শেখ সালাউদ্দীন নিপুর তত্ত্বাবধানে এই অভিযান পরিচালিত হয়। [360,476,700,528]
left-briefs [33,745,348,1361]
brief-headline: মুখোশধারীদের গুলিতে স্বেচ্ছাসেবক [453,532,607,546]
news-brief [360,1140,700,1220]
news-brief [33,1190,348,1270]
column-right [705,533,917,1294]
brief-body: ফিরেছেন। বর্তমানে ৩৬ জন রোগী হাসপাতালে চিকিৎসাধীন রয়েছে। সিভিল সার্জন কার্যালয় জানিয়েছে, পরিস্থিতি নিয়ন্ত্রণে রাখতে স্বাস্থ্যবিধি মেনে চলা এবং শিশুদের টিকাদান কার্যক্রম জোরদার করার আহ্বান জানানো হয়েছে। স্বাস্থ্য বিশেষজ্ঞরা বলছেন, হাম একটি সংক্রামক রোগ হওয়ায় দ্রুত ছড়িয়ে পড়তে পারে। তাই অভিভাবকদের সচেতন হওয়া এবং শিশুদের নির্ধারিত টিকা নিশ্চিত করা জরুরি। [360,1242,700,1268]
alia-bhatt-photo [710,99,910,224]
page-header [33,36,903,67]
news-brief [33,1008,348,1071]
pressclub-byline: ■ খুলনা প্রতিনিধি [33,618,187,630]
bottom-rule [33,1388,903,1392]
entertainment-byline: ■ প্রতিদিনের ডেস্ক [710,278,910,290]
lead-byline: ■ খুলনা প্রতিনিধি [33,337,187,349]
brief-headline: কুষ্টিয়ায় ছোট ভাইয়ের [482,938,578,952]
news-brief [360,1222,700,1268]
column-left [33,240,348,1361]
news-brief [360,638,700,701]
hospital-sign-top: খুলনা মেডিকেল কলেজ হাসপাতাল [84,83,329,102]
brief-headline: উপজেলা পরিষদে এমপিরা পাচ্ছেন [453,69,607,82]
news-brief [360,163,700,226]
debhata-headline: দেবহাটার নওয়াপাড়ার ইউপি চেয়ারম্যান আলমগীরের স্ত্রীর বিরুদ্ধে যৌতুক মামলা [718,794,904,878]
brief-body: ২৭ ও ২৮ এপ্রিল সময় নির্ধারণ করা হয়েছে। ঘোষিত তফসিল অনুযায়ী, প্রার্থিতা প্রত্যাহারের শেষ সময় ২৯ এপ্রিল এবং ৩০ এপ্রিল প্রতীক বরাদ্দ করা হবে। চূড়ান্তভাবে ১২ মে সকাল ৮টা থেকে বিকেল ৪টা পর্যন্ত ভোটগ্রহণ অনুষ্ঠিত হবে। প্রার্থীদের যোগ্যতা-অযোগ্যতা এবং সরকারি পদে থাকা ব্যক্তিদের নির্বাচনের বিষয়ে জানতে চাইলে রিটার্নিং কর্মকর্তা মো.মঈন উদ্দিন খান বলেন, "সংরক্ষিত নারী আসনের প্রার্থীদের ক্ষেত্রেও জাতীয় নির্বাচনের মতোই নিয়ম প্রযোজ্য হবে। গণপ্রতিনিধিত্ব আদেশে (আরপিও) যেসব বিধান রয়েছে, সে অনুযায়ী যাচাই-বাছাইকালে নথিপত্র দেখে সিদ্ধান্ত নেওয়া হবে।" প্রজাতন্ত্রের লাভজনক পদে থাকা ব্যক্তিদের ক্ষেত্রে অবসর বা পদত্যাগের পর কতদিন পার হতে হবে, সেটিও আরপিও অনুযায়ী নিশ্চিত করা হবে বলেও জানান তিনি। [33,1209,348,1270]
hospital-photo [33,67,351,239]
hospital-signboard: খুলনা মেডিকেল কলেজ হাসপাতাল খুলনা। [124,144,294,180]
news-brief [33,1073,348,1188]
entertainment-body: বলিউডের জনপ্রিয় তারকাজুটি রণবীর কাপুর ও আলিয়া ভাট। সম্প্রতি অস্ট্রিয়ায় বরফঢাকা পরিবেশে তারা উদযাপন করেছেন নিজেদের চতুর্থ বিবাহবার্ষিকী। মোমবাতির আলো আর রোমান্টিক আবহে কাটানো সেই বিশেষ মুহূর্তের ছবি সামাজিক যোগাযোগ মাধ্যমে ভক্তদের সঙ্গে শেয়ার করেন আলিয়া। তবে বিদেশে উদযাপন শেষে দেশে ফিরেই ভিন্ন এক কারণে আলোচনায় এই অভিনেত্রী। মুম্বাইয়ের হিন্দুজা হাসপাতালের বাইরে তাকে দেখা যায় পাপারাজ্জিদের ক্যামেরায়, যা ঘিরে শুরু হয়েছে নানা জল্পনা। সেদিন আলিয়ার পরনে ছিল ঢিলেঢালা সাদা পোশাক। চুল ছিল কিছুটা এলোমেলো, তবে মুখে ছিল স্বাভাবিক হাসি। সেই মুহূর্তের ভিডিও সামাজিক মাধ্যমে ছড়িয়ে পড়তেই নেটিজেনদের মধ্যে প্রশ্ন ওঠে-তিনি কি আবার মা হতে যাচ্ছেন? এদিকে কাকতালীয়ভাবে, দীপিকা পাড়ুকোনের দ্বিতীয়বার মা হওয়ার খবর প্রকাশের দিনই আলিয়াকে হাসপাতালে দেখা যাওয়ায় অনেকেই দুই অভিনেত্রীর প্রসঙ্গ টেনে তুলছেন। কেউ কেউ আবার আলিয়া কিংবা তার পরিবারের সদস্যদের স্বাস্থ্যের বিষয়েও উদ্বেগ প্রকাশ করেছেন। তবে এ বিষয়ে এখনো কোনো মন্তব্য করেননি রণবীর কাপুর বা আলিয়া ভাট। বর্তমানে আলিয়া ব্যস্ত রয়েছেন সঞ্জয় লীলা বনসালীর 'লাভ অ্যান্ড ওয়ার' ছবির কাজ নিয়ে। এতে তার সহশিল্পী হিসেবে রয়েছেন রণবীর কাপুর ও ভিকি কৌশল। পাশাপাশি আগামী ১০ জুলাই মুক্তির অপেক্ষায় রয়েছে তার নতুন সিনেমা 'আলফা'। তাই হাসপাতাল সফরটি নিছক নিয়মিত চেকআপ, নাকি অন্য কোনো কারণ-তা জানতে অপেক্ষা করতে হবে আরও কিছুটা সময়। [710,292,910,456]
brief-headline: মাগুরায় বিদ্যুৎস্পৃষ্টে [486,1020,574,1034]
brief-headline: যশোরে নতুন আন্তঃনগর ট্রেনসহ পাঁচ [109,746,272,760]
debhata-body: ঢাকায় রিকশা গ্যারেজ, যশোরে জমিসহ বাড়ি ও নগদ ৫০ লাখ টাকা যৌতুক দাবির অভিযোগে স্ত্রীসহ তিনজনের বিরুদ্ধে যশোরে আদালতে একটি মামলা হয়েছে। মঙ্গলবার সাতক্ষীরা দেবহাটার কামিনীবসু রামনাথপুর গ্রামের আব্দুল সাত্তার মোল্যার ছেলে ও নওয়াপাড়া ইউনিয়নের চেয়ারম্যান আলমগীর হোসেন বাদী হয়ে এ মামলা করেছেন। অতিরিক্ত চিফ জুডিসিয়াল ম্যাজিস্ট্রেট আস্তাদুল ইসলাম অভিযোগ তদন্ত করে যশোর সদরের এসি ল্যান্ডকে প্রতিবেদন জমা দেয়ার আদেশ দিয়েছেন। আসামিরা হলো, চেয়ারম্যান আলমগীর হোসেনের শ্বশুর যশোর শহরের বকচরের এল মার্কেট সংলগ্ন এলাকার নূর মোহাম্মদ গাজী ও তার শাশুড়ি তাসলিমা খাতুন এবং স্ত্রী জান্নাতুল ফেরদৌসী মৌসুমী। মামলার অভিযোগে জানা গেছে, ২০১৮ সালে চেয়ারম্যান আলমগীর হোসেন পারিবারিকভাবে মৌসুমীকে বিয়ে করেন। বিয়ের পর সংসারে দাম্পত্য কলহ দেখা দেয়ায় তাদের বিচ্ছেদ হয়। পরবর্তীতে মৌসুমী ও তার পরিবারের সদস্যরা নিজে থেকেই যোগাযোগ করে পুনরায় বিয়ের প্রস্তাব দেন। আলমগীর তাদের প্রস্তাবে রাজি হয়ে ওই বছরের ২৪ আগস্ট মৌসুমীকে আবারও বিয়ে করেন। ভালোই যাচ্ছিল তাদের সংসার জীবন। হঠাৎ একদিন আলমগীর বুঝতে পারেন শ্বশুর বাড়ি থেকে দেয়া ১০ লাখ টাকার চেকটি তার স্ত্রী মৌসুমী কৌশলে নিয়ে নিয়েছেন। এরপর শ্বশুর-শাশুড়ির কু-প্ররোচনায় মৌসুমী তার স্বামী আলমগীর হোসেনের কাছে যৌতুক হিসেবে ঢাকায় রিকশা গ্যারেজ, যশোরে বাড়ি ও নগদ ৫০ লাখ টাকা দাবি করে অশান্তি শুরু করেন। ১০ লাখ টাকার চেকটি যৌতুক হিসেবে নিয়ে মৌসুমী পিতার বাড়ি যশোর শহরের বকচরে চলে আসেন। গত ১৪ এপ্রিল আলমগীর ও তার স্বজনরা বকচরে এসে বিষয়টি মীমাংসার প্রস্তাব দিলে মৌসুমী যৌতুক ছাড়া সংসার করবেনা বলে জানিয়ে দেন। বিষয়টি মীমাংসায় ব্যর্থ হয়ে তিনি আদালতে এ মামলা করেছেন। [705,893,917,1083]
lead-body-left: খুলনা সদর থানাধীন নিরালা আবাসিক এলাকায় খুলনা নর্থ ওয়েস্টার্ন ইউনিভার্সিটির (এনডব্লিউই) একজন শিক্ষার্থী গামছা দিয়ে সিলিং ফ্যানের সঙ্গে গলায় ফাঁস দিয়ে আত্মহত্যা করেছেন। নিহত শিক্ষার্থীর নাম উৎস রায় (২৫)। তবে পুলিশ আত্মহত্যার কারণ নিশ্চিত করে এখনো কিছু বলতে পারেনি। এদিকে বিশ্ববিদ্যালয়ের পরীক্ষা নিয়ন্ত্রক বরাবর উৎস রায়ের একটি আবেদনে দেখা যায়, টিউশন ফি এক মাসের মধ্যে পরিশোধ করে পরীক্ষা দেওয়ার সুযোগ চেয়েছিলেন তিনি। সোমবার (২০ এপ্রিল) রাত সাড়ে ১০টার দিকে নিরালার ৭ নম্বর রোডের এক-৮৫ নম্বর একটি ছয়তলা ভবনের ষষ্ঠ তলার ভাড়া বাসা থেকে তার মরদেহ উদ্ধার করেছে পুলিশ। পুলিশ সূত্রে জানা যায়, নিহত উৎস রায় (২৫) খুলনার নর্থ ওয়েস্টার্ন ইউনিভার্সিটির শিপ্রং-২২ এর সিএসই বিভাগের চতুর্থ বর্ষের শিক্ষার্থী। তিনি খুলনার দাকোপ উপজেলার রামনগর গ্রামের কনক কান্তি রায়ের ছেলে। তার বাবা একজন শিক্ষক। নিহতের মামা কৌশিক রায় বলেন, পুলিশ এসে মরদেহ উদ্ধার করে খুলনা মেডিকেল কলেজ হাসপাতালে পাঠিয়েছে। একটি অপমৃত্যু মামলা হয়েছে। তিনি আরও বলেন, বাড়িতে উৎস বকেয়া ফি ৩৫ হাজার টাকার কথা বলেছিল। [33,349,187,513]
brief-body: রুহুল কবির রিজভী। রুহুল কবির রিজভী জানান, তালিকায় স্থান পেয়েছেন সাতক্ষীরার কলারোয়ার পুত্রবধূ সানজিদা ইয়াসমিন তুলি। তুলির স্বামী ব্যাংকার ইলিয়াস হোসেন। তাদের বাড়ি কলারোয়া উপজেলার চন্দনপুর ইউনিয়নের দাঁড়কি গ্রামে। তিনি নাটোরের আক্তার হোসেনের মেয়ে। তুলির স্বামী ইলিয়াস হোসেন জানান, তার স্ত্রী সানজিদা ইয়াসমিন তুলি ইডেন মহিলা কলেজ ছাত্রদলের সদস্য সচিব ছিলেন। বিগত আন্দোলন সংগ্রামে তুলি ছিল সক্রিয় ও রাজপথে সম্মুখ যোদ্ধা। সানজিদা ইয়াসমিন তুলি নারী আসনে মনোনয়ন পাওয়ায় প্রধানমন্ত্রী তারেক রহমানের প্রতি কৃতজ্ঞতা প্রকাশ করেছেন সাতক্ষীরা দলীয় নেতাকর্মীরা। [33,954,348,1006]
news-brief [33,1272,348,1361]
brief-body: মঙ্গলবার ভোরে চিকিৎসাধীন অবস্থায় গৃহবধূ রহিমা খাতুন মারা যান। শিশু কন্যা নুসরাত ও ছেলে রহিম বর্তমানে উপজেলা স্বাস্থ্য কমপ্লেক্সে চিকিৎসাধীন। কেশবপুর উপজেলা স্বাস্থ্য কমপ্লেক্সের আবাসিক মেডিকেল অফিসার সমরেশ দত্ত বলেন, মঙ্গলবার ভোরে ওই গৃহবধূ মারা যান। শিশু নুসরাতের অবস্থাও আশঙ্কাজনক। তাকে উন্নত চিকিৎসার জন্য অন্যত্র নিয়ে যাওয়ার জন্য স্বজনদের জানানো হয়েছে। কেশবপুর থানার পরিদর্শক (তদন্ত) শহিদুল ইসলাম বলেন, গৃহবধূর মরদেহ উদ্ধার করে ময়নাতদন্তের জন্য যশোর ২৫০ শয্যা জেনারেল হাসপাতালে প্রেরণ করা হয়েছে। [33,1028,348,1071]
brief-body: জের ধরে কথা কাটাকাটির একপর্যায়ে রাত ৩টার দিকে ছোট ভাই জহুরুল তার বড় ভাই রাশেদের ওপর হাঁসুয়া নিয়ে আঘাত করেন। এতে গুরুতর আহত হন তিনি। পরে তাকে উদ্ধার করে কুষ্টিয়া ২৫০ শয্যা বিশিষ্ট জেনারেল হাসপাতালে নেওয়া হলে কর্তব্যরত চিকিৎসক তাকে মৃত ঘোষণা করেন। কুষ্টিয়া জেনারেল হাসপাতালের আবাসিক মেডিকেল কর্মকর্তা (আরএমও) ডা. হোসেন ইমাম জানান, রাশেদকে হাসপাতালে আনার আগেই তার মৃত্যু হয়। তার শরীরে ধারালো অস্ত্রের আঘাতের একাধিক চিহ্ন রয়েছে। কুমারখালী থানা পুলিশের ভারপ্রাপ্ত কর্মকর্তা (ওসি) জামাল উদ্দিন বলেন, পারিবারিক বিরোধের জেরে এ হত্যাকা-ের ঘটনা ঘটেছে। মরদেহ ময়নাতদন্তের জন্য মর্গে রাখা হয়েছে এবং ঘটনায় জড়িতদের বিরুদ্ধে আইনগত ব্যবস্থা গ্রহণের প্রক্রিয়া চলছে। ঘটনার পর থেকে ঘাতক ছোট ভাই পলাতক আছে। এ ঘটনায় কাউকে আটক করা যায়নি। [360,956,700,1016]
pressclub-article [33,616,348,743]
news-brief [33,745,348,851]
debhata-byline: ■ নিজস্ব প্রতিবেদক [705,881,917,893]
news-brief [360,123,700,160]
brief-body: হাসপাতালে ভর্তি করা হয়েছে। সোমবার (২০ এপ্রিল) মধ্যরাত ১২টার দিকে উপজেলার মরিচা ইউনিয়নের মাজদিয়াড় এলাকায় ঘটনাটি ঘটে। আহত রবিউল ইসলাম একই এলাকার হাফেজ প্রামাণিকের ছেলে। তিনি উপজেলার মরিচা ইউনিয়ন স্বেচ্ছাসেবক দলের আহ্বায়ক। গুলিবিদ্ধ অন্যরা হলেন- সোহেল রানা (৪৫), তার স্ত্রী তমা খাতুন (২৬), কামরুল ইসলাম (৩৭), মুন্নি (২৪), রুনা খাতুন (২৭), মিতা খাতুন (৩০), তৌহিদুল ইসলাম (৩০) এবং তার স্ত্রী মেরিনা (২৫)। দৌলতপুর উপজেলা বিএনপির সাধারণ সম্পাদক বিল্লাল হোসেন জানান, সোমবার রাতে ইউনিয়ন স্বেচ্ছাসেবক দলের আহ্বায়ক রবিউল ইসলামকে সন্ত্রাসীরা তুলে নিয়ে যাওয়ার চেষ্টা করে। এসময় তাদের ছোড়া গুলিতে কয়েকজন আহত হয়েছেন, এমন একটি খবর আমি পেয়েছি। কী কারণে তার ওপর হামলা হয়েছে এটা আমি সঠিকভাবে বলতে পারব না। দলীয়ভাবে এ বিষয়ে খোঁজ নেওয়া হচ্ছে।" দৌলতপুর থানার অফিসার ইনচার্জ (ওসি) আরিফুর রহমান জানান, সোমবার মধ্যরাত ১২টার দিকে একদল সন্ত্রাসী জোর করে রবিউল ইসলামকে বাড়ি থেকে তুলে নিয়ে যাওয়ার চেষ্টা করে। এ সময় পরিবারের লোকজন এবং স্থানীয়রা বাধা দিলে দুর্বৃত্তরা এলোপাথাড়ি গুলি চালায়। কয়েকজন গুলিবিদ্ধ হয়ে আহত হয়েছেন। তিনি জানান, এ ঘটনায় এখনো কোনো অভিযোগ বা মামলা হয়নি। কী কারণে কারা এ ঘটনা পুলিশ খতিয়ে দেখছে। এখনো কিছু জানা যায়নি। [360,550,700,636]
brief-headline: চৌগাছায় যুবদলের দুই [142,854,239,868]
news-brief [360,228,700,325]
dateline: বুধবার ॥ ২২ এপ্রিল ২০২৬ ॥ ০৯ বৈশাখ ১৪৩৩ [578,44,807,58]
page-number: পৃষ্ঠা-৩ [43,42,77,57]
news-brief [360,457,700,529]
brief-body: বয়সি শিশু সাদীকে নিয়ে গত ১৯ এপ্রিল খুলনা মেডিকেল কলেজ হাসপাতালের হামের আইসোলেশন সেন্টারে ভর্তি করা হয়। সেখানে চিকিৎসাধীন অবস্থায় মঙ্গলবার দুপুর ১২টায় শিশুটির মৃত্যু হয়। খুলনা মেডিকেল কলেজ হাসপাতালের পরিচালক ডাঃ কাজী আইনুল ইসলাম বলেন সাদী তিন মাস হামের উপসর্গ এবং ঠান্ডাজনিত রোগ নিয়ে হাসপাতালে এসেছিলো গত১৯ তারিখে। খুবই ছোট শিশু কিন্তু ইমিউনিটি ফেল করার কারণে চিকিৎসা দিয়েও আসলে শিশুটিকে বাঁচিয়ে রাখা যায়নি। বর্তমানে খুলনা মেডিকেল কলেজ হাসপাতালের আইসোলেশন সেন্টারে ১৮টি শিশু চিকিৎসাধীন রয়েছে। [360,182,700,225]
brief-headline: কেশবপুরে দুই সন্তানসহ [140,1010,241,1024]
news-brief [33,935,348,1007]
brief-body: হাজার সিলিং, নেপালের ২৫ রুপি, ইরাকের ২৫ দিনার, মিশরের ২৫ পিয়াস্ট্রেসহ বিভিন্ন দেশের ২শ'৯০টি কয়েন উদ্ধার করা হয়। আটক ফয়সালের বিরুদ্ধে বিজিবি বাদী হয়ে মামলা করে কোতয়ালি থানায় সোপর্দ করেছে। গতকাল মঙ্গলবার ফয়সালকে আদালতের মাধ্যমে কারাগারে পাঠিয়েছে থানা পুলিশ। [360,1112,700,1138]
brief-body: পাহারায় তাকে দ্রুত যশোর ২৫০ শয্যা বিশিষ্ট জেনারেল হাসপাতালের জরুরি বিভাগে নিয়ে যাওয়া হয়। সেখানে কর্তব্যরত চিকিৎসক পরীক্ষা-নিরীক্ষা শেষে বিকাল ৫টা ৩৫ মিনিটে তাকে মৃত ঘোষণা করেন। হাসপাতাল সূত্র জানায়, স্ট্রোকজনিত কারণে তার মৃত্যু হয়েছে বলে প্রাথমিকভাবে ধারণা করা হচ্ছে। এদিকে, আইনি প্রক্রিয়া শেষে মরদেহ হাসপাতালের মর্গে রাখা হয়েছে। যশোর কোতোয়ালী মডেল থানায় এখনো একটি অপমৃত্যু মামলা হয়েছে। [360,346,700,381]
brief-body: হয়েছে। নোটিসে আরও বলা হয়, নোটিস পাওয়ার সাত দিনের মধ্যে ডিসি বলদি হয়ে আসার জন্য কোন ব্যক্তি ও প্রতিষ্ঠানের কাছে ২০ থেকে ৩০ কোটি নিয়েছেন, ওই ব্যক্তি ও প্রতিষ্ঠানের নাম অনতিবিলম্বে জনসম্মুখে প্রকাশ করতে হবে। আইনজীবী আব্দুল মজিদ জানান, একজন দায়িত্বশীল সংসদ সদস্যের এমন বক্তব্যে জনমনে বিভ্রান্তি সৃষ্টি হয়েছে এবং সরকারের দুর্নীতিমুক্ত বাংলাদেশ গড়ার ভাবমূর্তি ক্ষুণ্ন হয়েছে। সরকার যখন দুর্নীতিমুক্ত দেশ গড়তে বদ্ধপরিকর, তখন প্রশাসনের সর্বোচ্চ কর্মকর্তার বিরুদ্ধে এমন গুরুতর অভিযোগের সপক্ষে প্রমাণ থাকা আবশ্যক। [360,658,700,701]
